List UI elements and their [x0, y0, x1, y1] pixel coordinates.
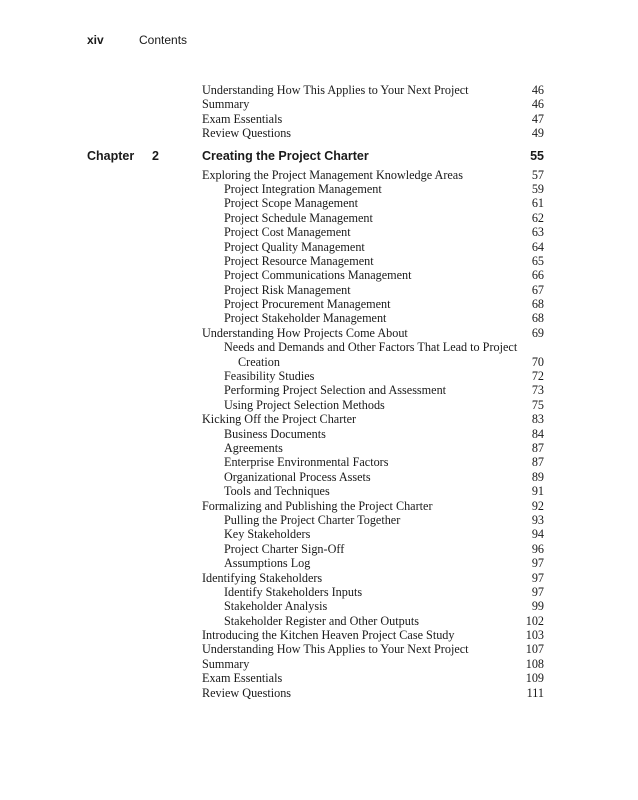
toc-entry[interactable] — [0, 614, 638, 628]
toc-entry-title: Exam Essentials — [202, 111, 283, 126]
toc-entry[interactable] — [0, 499, 638, 513]
toc-entry-title: Enterprise Environmental Factors — [224, 455, 389, 470]
toc-entry[interactable] — [0, 297, 638, 311]
toc-entry-title: Project Risk Management — [224, 282, 351, 297]
toc-entry-page: 97 — [531, 570, 544, 585]
toc-entry-page: 66 — [531, 268, 544, 283]
toc-entry-title: Project Scope Management — [224, 196, 359, 211]
toc-entry-page: 70 — [531, 354, 544, 369]
toc-entry-title: Formalizing and Publishing the Project Charter — [202, 498, 433, 513]
toc-entry-page: 89 — [531, 469, 544, 484]
toc-entry-title: Summary — [202, 656, 250, 671]
toc-entry[interactable] — [0, 126, 638, 140]
toc-entry-title: Stakeholder Analysis — [224, 599, 328, 614]
previous-chapter-entries — [0, 83, 638, 141]
toc-entry-page: 87 — [531, 440, 544, 455]
toc-entry-page: 59 — [531, 181, 544, 196]
toc-entry-title: Feasibility Studies — [224, 369, 315, 384]
toc-entry-title: Creation — [238, 354, 280, 369]
toc-entry[interactable] — [0, 513, 638, 527]
toc-entry-page: 107 — [525, 642, 544, 657]
toc-entry[interactable] — [0, 599, 638, 613]
toc-entry-title: Project Procurement Management — [224, 297, 391, 312]
chapter-page-number: 55 — [530, 148, 544, 163]
toc-entry-page: 83 — [531, 412, 544, 427]
toc-entry-page: 97 — [531, 584, 544, 599]
toc-entry-title: Pulling the Project Charter Together — [224, 512, 401, 527]
toc-entry[interactable] — [0, 527, 638, 541]
toc-entry[interactable] — [0, 268, 638, 282]
toc-entry-page: 102 — [525, 613, 544, 628]
chapter-label: Chapter — [87, 148, 135, 163]
toc-entry[interactable] — [0, 383, 638, 397]
toc-entry-page: 47 — [531, 111, 544, 126]
toc-entry[interactable] — [0, 657, 638, 671]
toc-entry[interactable] — [0, 484, 638, 498]
toc-entry-title: Project Cost Management — [224, 225, 351, 240]
toc-entry[interactable] — [0, 671, 638, 685]
toc-entry[interactable] — [0, 542, 638, 556]
toc-entry-title: Understanding How Projects Come About — [202, 325, 408, 340]
toc-entry-title: Project Charter Sign-Off — [224, 541, 345, 556]
toc-entry-page: 94 — [531, 527, 544, 542]
toc-entry-title: Performing Project Selection and Assessment — [224, 383, 447, 398]
toc-entry[interactable] — [0, 254, 638, 268]
toc-entry-page: 68 — [531, 311, 544, 326]
toc-entry-title: Key Stakeholders — [224, 527, 311, 542]
toc-entry-page: 108 — [525, 656, 544, 671]
toc-entry-page: 61 — [531, 196, 544, 211]
toc-entry-title: Exam Essentials — [202, 671, 283, 686]
toc-entry-title: Project Schedule Management — [224, 210, 373, 225]
chapter-number: 2 — [152, 148, 159, 163]
toc-entry-page: 65 — [531, 253, 544, 268]
toc-entry[interactable] — [0, 340, 638, 354]
chapter-heading[interactable] — [0, 149, 638, 163]
toc-entry[interactable] — [0, 642, 638, 656]
toc-entry-page: 111 — [526, 685, 544, 700]
toc-entry[interactable] — [0, 571, 638, 585]
toc-entry-title: Exploring the Project Management Knowledge Areas — [202, 167, 463, 182]
toc-entry[interactable] — [0, 240, 638, 254]
toc-entry-title: Organizational Process Assets — [224, 469, 371, 484]
toc-entry-title: Identifying Stakeholders — [202, 570, 323, 585]
toc-entry-page: 93 — [531, 512, 544, 527]
toc-entry-title: Business Documents — [224, 426, 326, 441]
toc-entry-page: 46 — [531, 97, 544, 112]
toc-entry[interactable] — [0, 211, 638, 225]
toc-entry[interactable] — [0, 455, 638, 469]
toc-entry[interactable] — [0, 196, 638, 210]
toc-entry-page: 91 — [531, 484, 544, 499]
toc-entry[interactable] — [0, 182, 638, 196]
toc-entry-page: 57 — [531, 167, 544, 182]
toc-entry[interactable] — [0, 441, 638, 455]
toc-entry[interactable] — [0, 585, 638, 599]
toc-entry-page: 92 — [531, 498, 544, 513]
toc-entry-title: Project Integration Management — [224, 181, 382, 196]
toc-entry-title: Tools and Techniques — [224, 484, 330, 499]
toc-entry[interactable] — [0, 225, 638, 239]
toc-entry-page: 63 — [531, 225, 544, 240]
toc-entry-title: Needs and Demands and Other Factors That Lead to Project — [224, 340, 518, 355]
toc-entry-page: 72 — [531, 369, 544, 384]
toc-entry-title: Understanding How This Applies to Your Next Project — [202, 83, 469, 97]
toc-entry[interactable] — [0, 628, 638, 642]
toc-entry[interactable] — [0, 311, 638, 325]
toc-entry-title: Project Stakeholder Management — [224, 311, 387, 326]
toc-entry-title: Review Questions — [202, 126, 292, 141]
toc-entry[interactable] — [0, 83, 638, 97]
page-folio: xiv — [87, 33, 104, 47]
toc-entry-page: 67 — [531, 282, 544, 297]
toc-entry-title: Project Resource Management — [224, 253, 374, 268]
toc-entry[interactable] — [0, 112, 638, 126]
chapter-title: Creating the Project Charter — [202, 148, 369, 163]
toc-entry[interactable] — [0, 168, 638, 182]
toc-entry[interactable] — [0, 326, 638, 340]
toc-entry-page: 87 — [531, 455, 544, 470]
toc-entry-title: Stakeholder Register and Other Outputs — [224, 613, 419, 628]
toc-entry[interactable] — [0, 398, 638, 412]
toc-entry-page: 68 — [531, 297, 544, 312]
toc-entry-title: Understanding How This Applies to Your Next Project — [202, 642, 469, 657]
running-head — [87, 33, 187, 47]
toc-entry[interactable] — [0, 369, 638, 383]
toc-entry[interactable] — [0, 283, 638, 297]
toc-entry[interactable] — [0, 97, 638, 111]
toc-entry-title: Project Communications Management — [224, 268, 412, 283]
toc-entry-title: Review Questions — [202, 685, 292, 700]
toc-entry-title: Identify Stakeholders Inputs — [224, 584, 363, 599]
toc-entry[interactable] — [0, 427, 638, 441]
toc-entry-page: 46 — [531, 83, 544, 97]
running-head-title: Contents — [139, 33, 188, 47]
toc-entry-title: Using Project Selection Methods — [224, 397, 385, 412]
toc-entry-title: Assumptions Log — [224, 556, 311, 571]
toc-entry-page: 84 — [531, 426, 544, 441]
toc-entry[interactable] — [0, 470, 638, 484]
chapter-entries — [0, 168, 638, 700]
toc-entry-page: 49 — [531, 126, 544, 141]
toc-entry[interactable] — [0, 556, 638, 570]
toc-entry-page: 97 — [531, 556, 544, 571]
toc-entry[interactable] — [0, 686, 638, 700]
toc-entry-title: Summary — [202, 97, 250, 112]
toc-entry-title: Introducing the Kitchen Heaven Project Case Study — [202, 628, 455, 643]
toc-entry-page: 75 — [531, 397, 544, 412]
toc-entry[interactable] — [0, 412, 638, 426]
toc-entry-page: 109 — [525, 671, 544, 686]
toc-entry-title: Project Quality Management — [224, 239, 365, 254]
toc-entry-page: 103 — [525, 628, 544, 643]
toc-entry-title: Kicking Off the Project Charter — [202, 412, 357, 427]
toc-entry-page: 62 — [531, 210, 544, 225]
toc-entry[interactable] — [0, 355, 638, 369]
table-of-contents — [0, 83, 638, 700]
toc-entry-page: 96 — [531, 541, 544, 556]
toc-entry-page: 73 — [531, 383, 544, 398]
toc-entry-page: 69 — [531, 325, 544, 340]
toc-entry-title: Agreements — [224, 440, 283, 455]
toc-entry-page: 64 — [531, 239, 544, 254]
toc-entry-page: 99 — [531, 599, 544, 614]
